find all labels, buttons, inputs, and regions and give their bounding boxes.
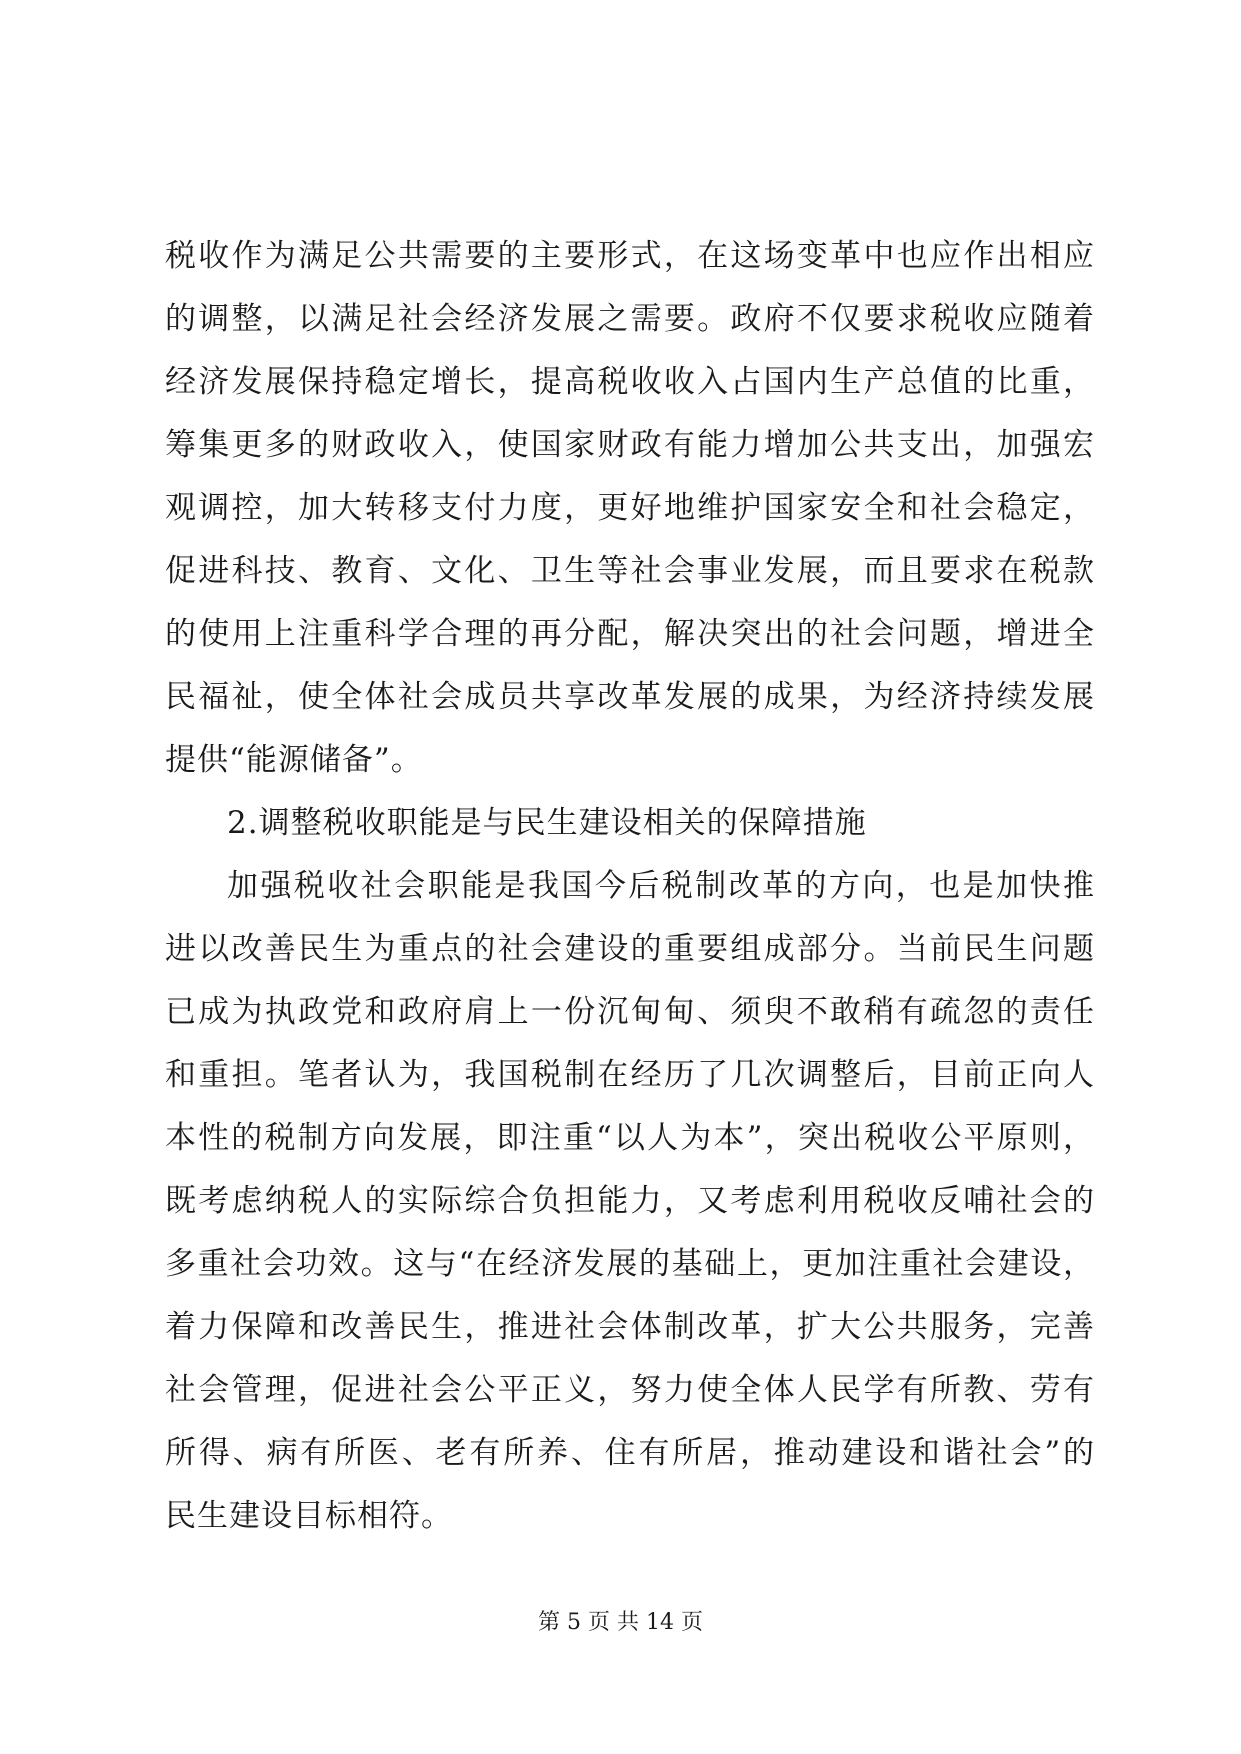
page-footer: 第 5 页 共 14 页 xyxy=(538,1610,703,1635)
paragraph-2-line-6: 既考虑纳税人的实际综合负担能力，又考虑利用税收反哺社会的 xyxy=(165,1183,1095,1219)
paragraph-2-line-10: 所得、病有所医、老有所养、住有所居，推动建设和谐社会”的 xyxy=(165,1435,1095,1471)
paragraph-2-line-4: 和重担。笔者认为，我国税制在经历了几次调整后，目前正向人 xyxy=(165,1057,1095,1093)
paragraph-1-line-6: 促进科技、教育、文化、卫生等社会事业发展，而且要求在税款 xyxy=(165,553,1095,589)
paragraph-1-line-4: 筹集更多的财政收入，使国家财政有能力增加公共支出，加强宏 xyxy=(165,427,1095,463)
paragraph-2-line-3: 已成为执政党和政府肩上一份沉甸甸、须臾不敢稍有疏忽的责任 xyxy=(165,994,1095,1030)
paragraph-1-line-8: 民福祉，使全体社会成员共享改革发展的成果，为经济持续发展 xyxy=(165,679,1095,715)
paragraph-2-line-11: 民生建设目标相符。 xyxy=(165,1498,453,1534)
paragraph-2-line-9: 社会管理，促进社会公平正义，努力使全体人民学有所教、劳有 xyxy=(165,1372,1095,1408)
paragraph-2-line-5: 本性的税制方向发展，即注重“以人为本”，突出税收公平原则， xyxy=(165,1120,1095,1156)
paragraph-1-line-7: 的使用上注重科学合理的再分配，解决突出的社会问题，增进全 xyxy=(165,616,1095,652)
paragraph-1-line-2: 的调整，以满足社会经济发展之需要。政府不仅要求税收应随着 xyxy=(165,301,1095,337)
paragraph-1-line-5: 观调控，加大转移支付力度，更好地维护国家安全和社会稳定， xyxy=(165,490,1095,526)
paragraph-2-line-2: 进以改善民生为重点的社会建设的重要组成部分。当前民生问题 xyxy=(165,931,1095,967)
paragraph-2-line-7: 多重社会功效。这与“在经济发展的基础上，更加注重社会建设， xyxy=(165,1246,1095,1282)
paragraph-1-line-3: 经济发展保持稳定增长，提高税收收入占国内生产总值的比重， xyxy=(165,364,1095,400)
paragraph-1-line-9: 提供“能源储备”。 xyxy=(165,742,423,778)
paragraph-2-line-1: 加强税收社会职能是我国今后税制改革的方向，也是加快推 xyxy=(227,868,1095,904)
paragraph-1-line-1: 税收作为满足公共需要的主要形式，在这场变革中也应作出相应 xyxy=(165,238,1095,274)
document-body xyxy=(165,225,1095,1548)
paragraph-2-line-8: 着力保障和改善民生，推进社会体制改革，扩大公共服务，完善 xyxy=(165,1309,1095,1345)
section-heading-2: 2.调整税收职能是与民生建设相关的保障措施 xyxy=(227,805,867,841)
